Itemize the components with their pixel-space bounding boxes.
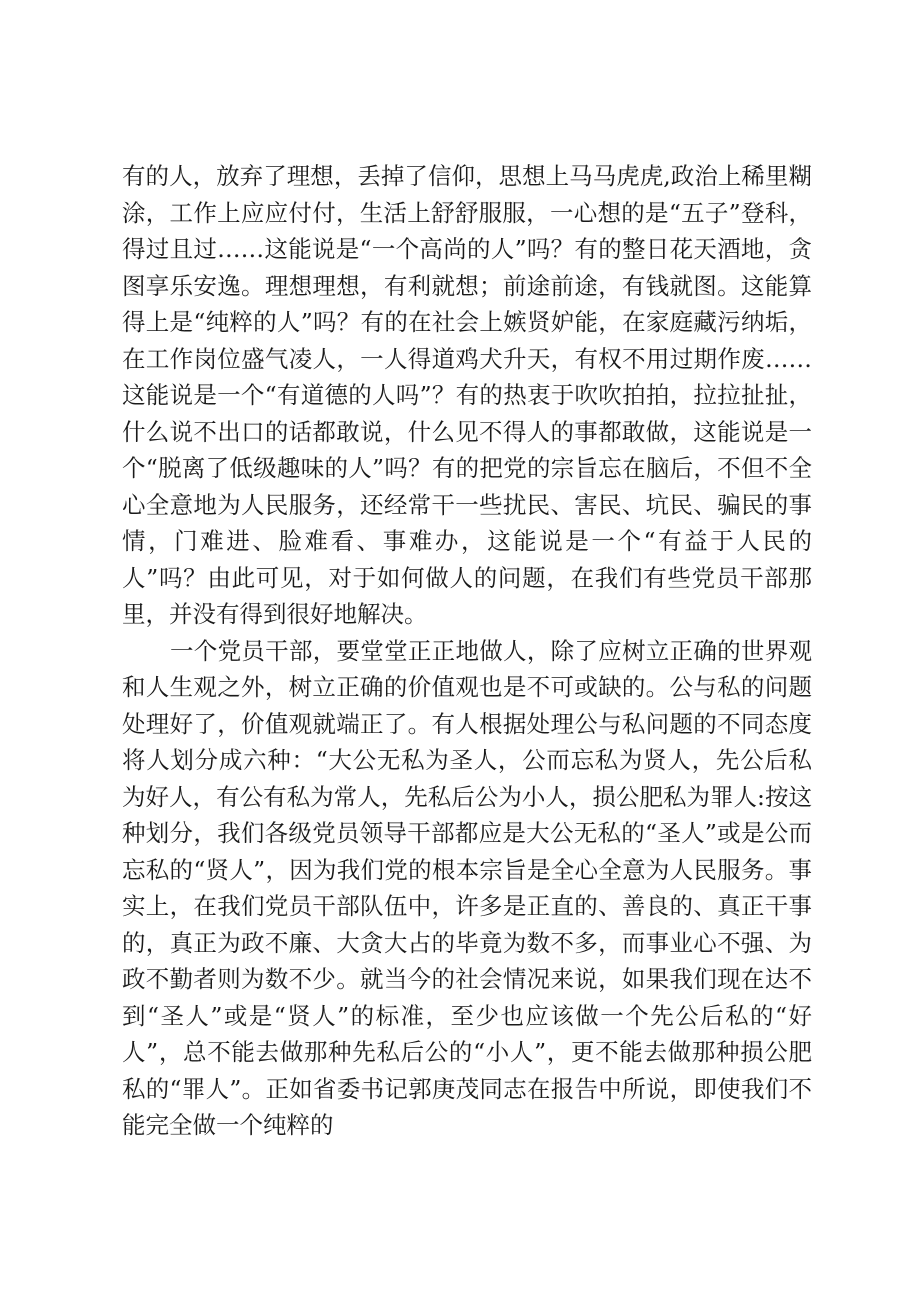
document-body	[122, 158, 812, 1144]
paragraph-2: 一个党员干部，要堂堂正正地做人，除了应树立正确的世界观和人生观之外，树立正确的价值观也是不可或缺的。公与私的问题处理好了，价值观就端正了。有人根据处理公与私问题的不同态度将人划分成六种：“大公无私为圣人，公而忘私为贤人，先公后私为好人，有公有私为常人，先私后公为小人，损公肥私为罪人:按这种划分，我们各级党员领导干部都应是大公无私的“圣人”或是公而忘私的“贤人”，因为我们党的根本宗旨是全心全意为人民服务。事实上，在我们党员干部队伍中，许多是正直的、善良的、真正干事的，真正为政不廉、大贪大占的毕竟为数不多，而事业心不强、为政不勤者则为数不少。就当今的社会情况来说，如果我们现在达不到“圣人”或是“贤人”的标准，至少也应该做一个先公后私的“好人”，总不能去做那种先私后公的“小人”，更不能去做那种损公肥私的“罪人”。正如省委书记郭庚茂同志在报告中所说，即使我们不能完全做一个纯粹的	[122, 636, 812, 1139]
paragraph-1: 有的人，放弃了理想，丢掉了信仰，思想上马马虎虎,政治上稀里糊涂，工作上应应付付，生活上舒舒服服，一心想的是“五子”登科，得过且过……这能说是“一个高尚的人”吗？有的整日花天酒地，贪图享乐安逸。理想理想，有利就想；前途前途，有钱就图。这能算得上是“纯粹的人”吗？有的在社会上嫉贤妒能，在家庭藏污纳垢，在工作岗位盛气凌人，一人得道鸡犬升天，有权不用过期作废……这能说是一个“有道德的人吗”？有的热衷于吹吹拍拍，拉拉扯扯，什么说不出口的话都敢说，什么见不得人的事都敢做，这能说是一个“脱离了低级趣味的人”吗？有的把党的宗旨忘在脑后，不但不全心全意地为人民服务，还经常干一些扰民、害民、坑民、骗民的事情，门难进、脸难看、事难办，这能说是一个“有益于人民的人”吗？由此可见，对于如何做人的问题，在我们有些党员干部那里，并没有得到很好地解决。	[122, 162, 812, 628]
